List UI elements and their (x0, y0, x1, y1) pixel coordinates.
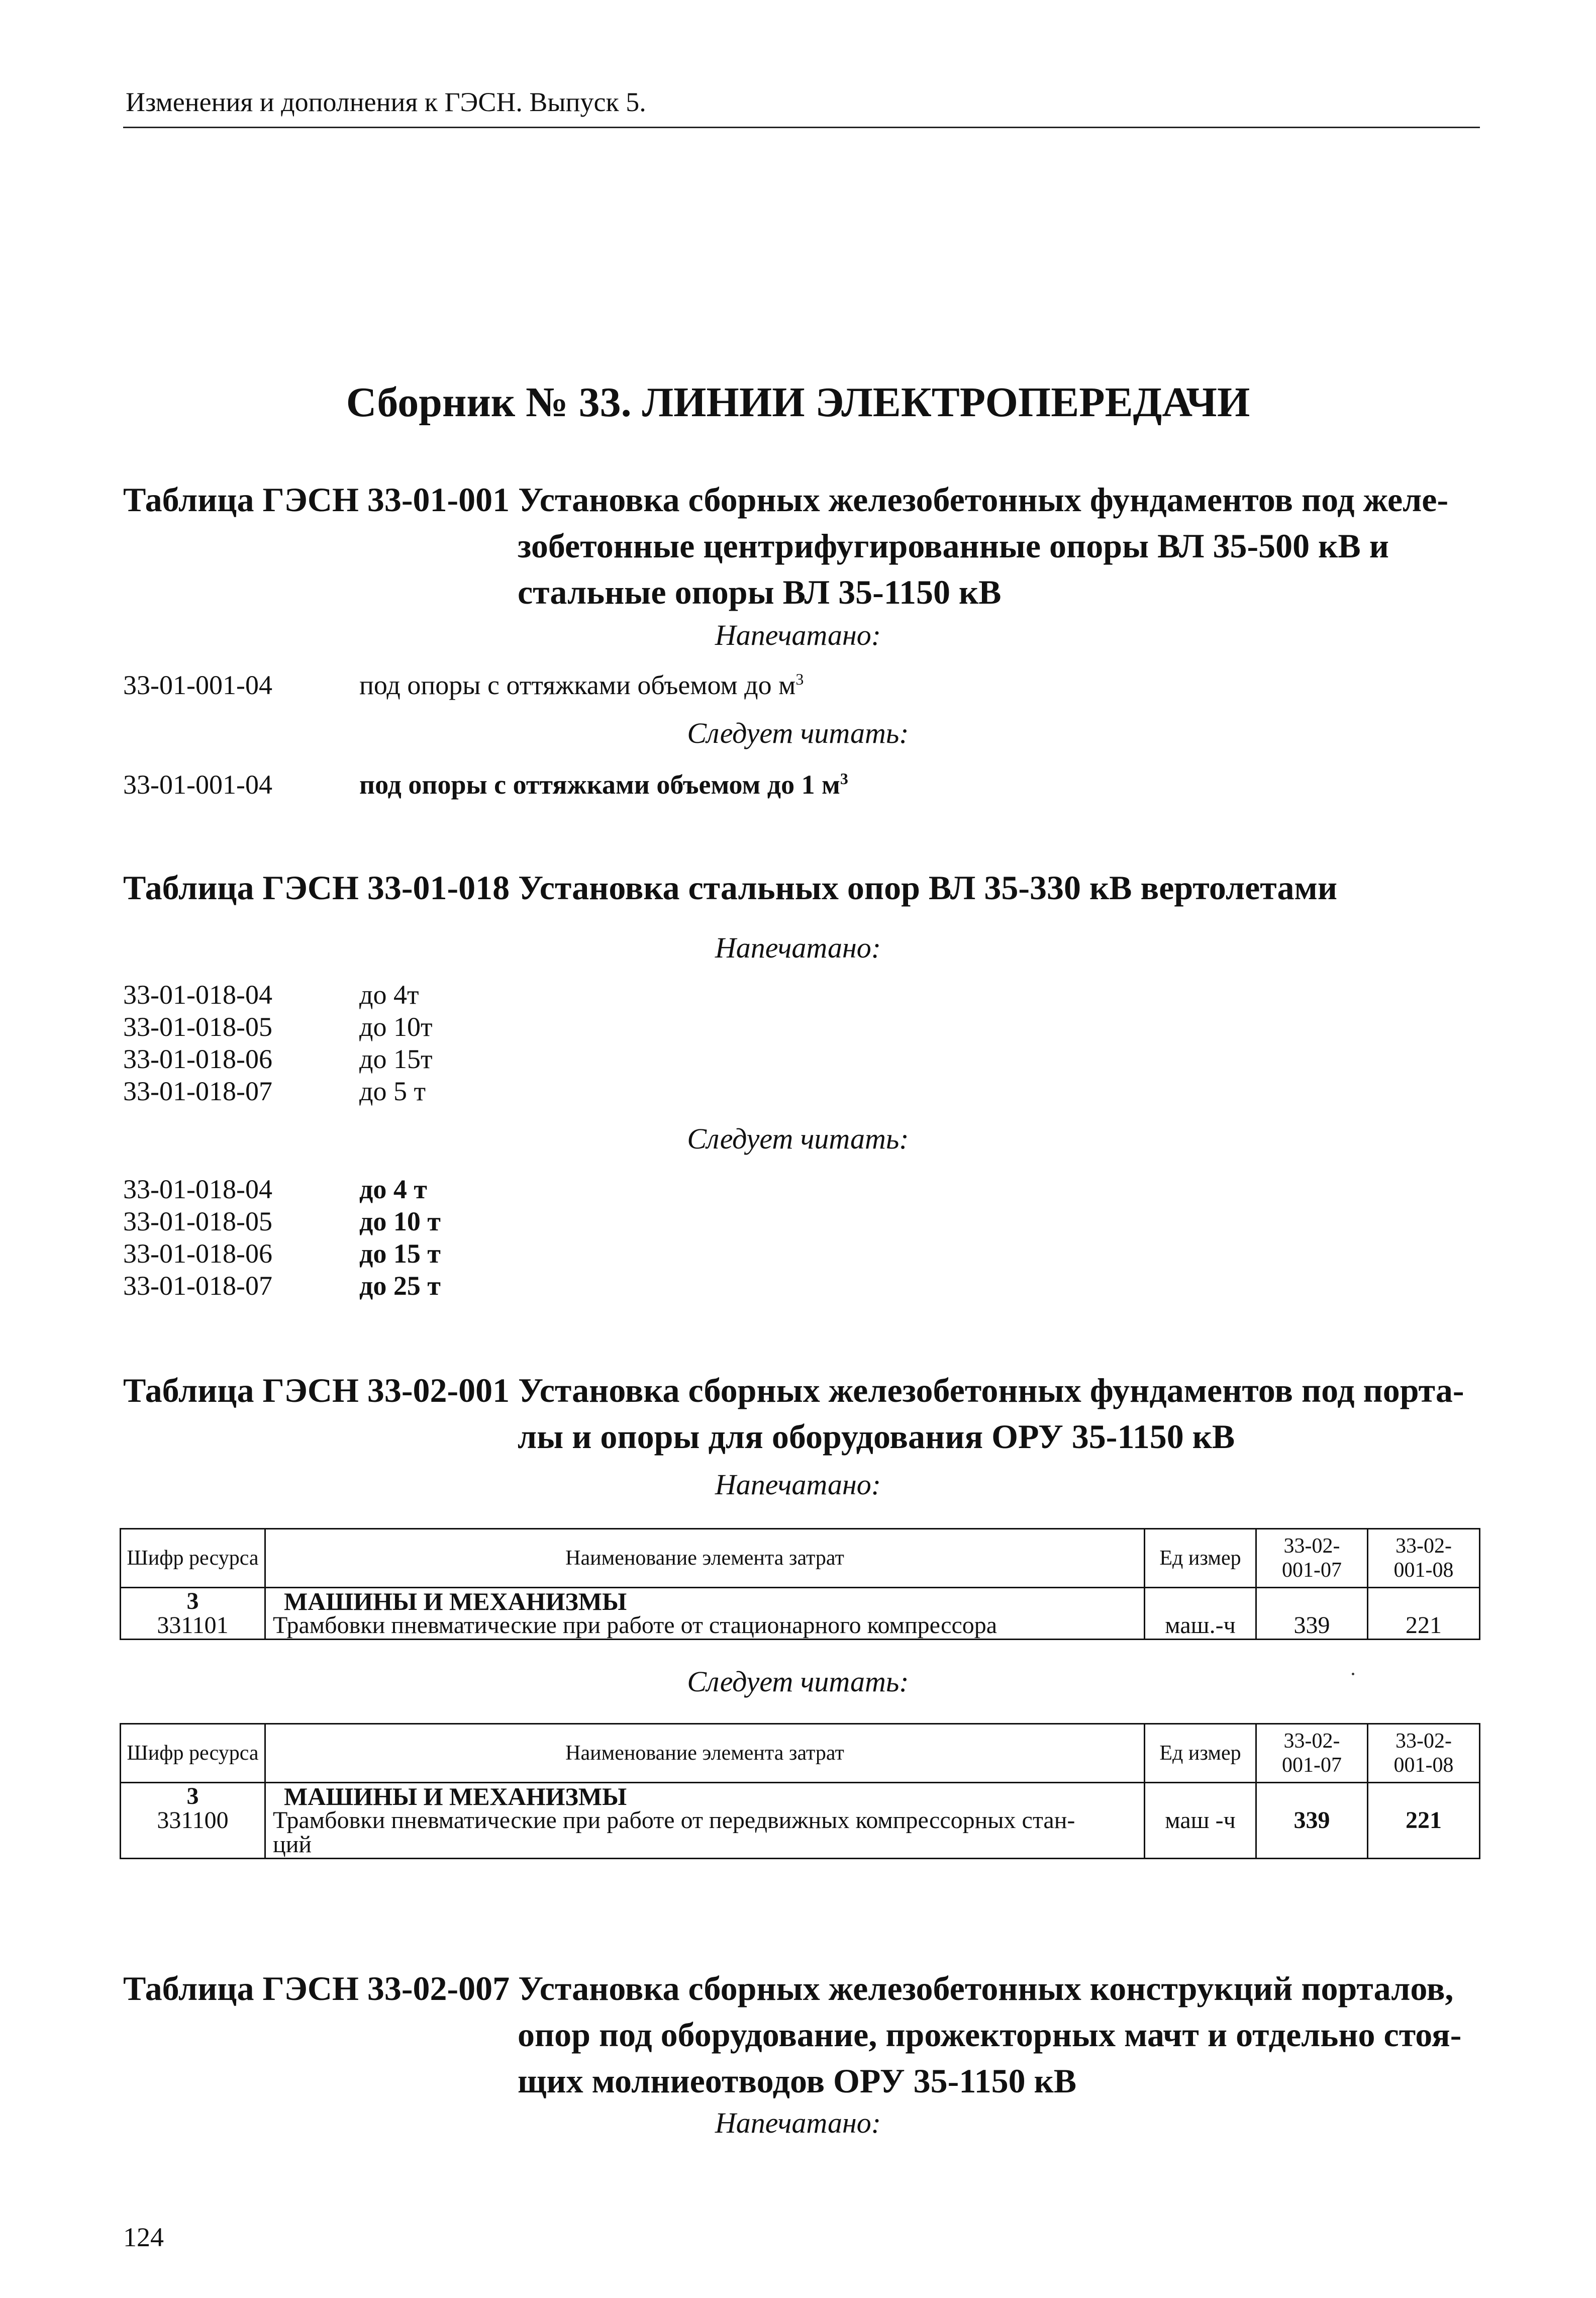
heading-code: Таблица ГЭСН 33-01-001 (123, 481, 510, 519)
table-row (121, 1588, 1480, 1640)
header-rule (123, 127, 1480, 128)
row-code: 33-01-018-05 (123, 1206, 272, 1236)
table-row (121, 1783, 1480, 1859)
resource-value-col2: 221 (1368, 1588, 1480, 1640)
group-code: 3 (186, 1783, 199, 1809)
resource-value-col2: 221 (1368, 1783, 1480, 1859)
row-code: 33-01-018-04 (123, 1174, 272, 1204)
resource-name-cell (265, 1588, 1145, 1640)
resource-unit: маш -ч (1145, 1783, 1256, 1859)
should-read-label: Следует читать: (687, 717, 909, 749)
should-read-label: Следует читать: (687, 1122, 909, 1155)
header-name: Наименование элемента затрат (265, 1724, 1145, 1783)
header-unit: Ед измер (1145, 1724, 1256, 1783)
printed-label: Напечатано: (715, 1468, 881, 1501)
header-code: Шифр ресурса (121, 1529, 265, 1588)
printed-label: Напечатано: (715, 931, 881, 964)
printed-label: Напечатано: (715, 2106, 881, 2139)
resource-value-col1: 339 (1256, 1588, 1368, 1640)
header-code: Шифр ресурса (121, 1724, 265, 1783)
row-code: 33-01-018-07 (123, 1271, 272, 1301)
heading-line: зобетонные центрифугированные опоры ВЛ 35-500 кВ и (518, 527, 1389, 565)
table-header-row (121, 1724, 1480, 1783)
header-name: Наименование элемента затрат (265, 1529, 1145, 1588)
header-unit: Ед измер (1145, 1529, 1256, 1588)
heading-line: щих молниеотводов ОРУ 35-1150 кВ (518, 2062, 1077, 2100)
header-col2: 33-02- 001-08 (1368, 1724, 1480, 1783)
heading-code: Таблица ГЭСН 33-02-007 (123, 1969, 510, 2007)
superscript: 3 (795, 670, 804, 688)
row-text: до 15 т (359, 1238, 441, 1269)
corrected-resource-table (120, 1723, 1480, 1859)
resource-value-col1: 339 (1256, 1783, 1368, 1859)
heading-code: Таблица ГЭСН 33-02-001 (123, 1371, 510, 1409)
row-text: до 4 т (359, 1174, 427, 1204)
header-col1: 33-02- 001-07 (1256, 1724, 1368, 1783)
row-code: 33-01-001-04 (123, 770, 272, 800)
row-text: до 5 т (359, 1076, 426, 1106)
row-text: под опоры с оттяжками объемом до 1 $м^3$ (359, 770, 848, 800)
heading-line: Установка сборных железобетонных фундаментов под желе- (518, 481, 1449, 519)
heading-line: опор под оборудование, прожекторных мачт и отдельно стоя- (518, 2016, 1462, 2054)
resource-name: Трамбовки пневматические при работе от передвижных компрессорных стан- ций (273, 1807, 1075, 1858)
row-text: до 25 т (359, 1271, 441, 1301)
row-code: 33-01-018-04 (123, 980, 272, 1010)
heading-code: Таблица ГЭСН 33-01-018 (123, 869, 510, 907)
group-code: 3 (186, 1588, 199, 1614)
resource-code-cell (121, 1783, 265, 1859)
printed-label: Напечатано: (715, 619, 881, 651)
resource-name: Трамбовки пневматические при работе от стационарного компрессора (273, 1612, 997, 1639)
resource-unit: маш.-ч (1145, 1588, 1256, 1640)
resource-code: 331100 (157, 1807, 229, 1834)
row-text: под опоры с оттяжками объемом до $м^3$ (359, 670, 804, 700)
collection-title: Сборник № 33. ЛИНИИ ЭЛЕКТРОПЕРЕДАЧИ (346, 379, 1250, 426)
superscript: 3 (840, 770, 848, 788)
row-text: до 10т (359, 1012, 433, 1042)
group-name: МАШИНЫ И МЕХАНИЗМЫ (284, 1587, 627, 1615)
running-header: Изменения и дополнения к ГЭСН. Выпуск 5. (126, 87, 646, 117)
table-heading-33-01-018 (123, 865, 1480, 911)
row-text: до 10 т (359, 1206, 441, 1236)
row-code: 33-01-001-04 (123, 670, 272, 700)
table-header-row (121, 1529, 1480, 1588)
heading-line: Установка стальных опор ВЛ 35-330 кВ вертолетами (518, 869, 1337, 907)
table-heading-33-02-007 (123, 1965, 1480, 2104)
row-code: 33-01-018-06 (123, 1238, 272, 1269)
header-col2: 33-02- 001-08 (1368, 1529, 1480, 1588)
heading-line: Установка сборных железобетонных конструкций порталов, (518, 1969, 1454, 2007)
heading-line: лы и опоры для оборудования ОРУ 35-1150 кВ (518, 1417, 1235, 1456)
should-read-label: Следует читать: (687, 1665, 909, 1698)
row-code: 33-01-018-07 (123, 1076, 272, 1106)
table-heading-33-02-001 (123, 1367, 1480, 1460)
page-number: 124 (123, 2222, 164, 2252)
resource-code: 331101 (157, 1612, 229, 1639)
resource-code-cell (121, 1588, 265, 1640)
header-col1: 33-02- 001-07 (1256, 1529, 1368, 1588)
group-name: МАШИНЫ И МЕХАНИЗМЫ (284, 1782, 627, 1810)
row-text: до 15т (359, 1044, 433, 1074)
row-code: 33-01-018-05 (123, 1012, 272, 1042)
heading-line: стальные опоры ВЛ 35-1150 кВ (518, 573, 1002, 611)
row-code: 33-01-018-06 (123, 1044, 272, 1074)
table-heading-33-01-001 (123, 476, 1480, 615)
resource-name-cell (265, 1783, 1145, 1859)
row-text: до 4т (359, 980, 419, 1010)
heading-line: Установка сборных железобетонных фундаментов под порта- (518, 1371, 1464, 1409)
printed-resource-table (120, 1528, 1480, 1640)
